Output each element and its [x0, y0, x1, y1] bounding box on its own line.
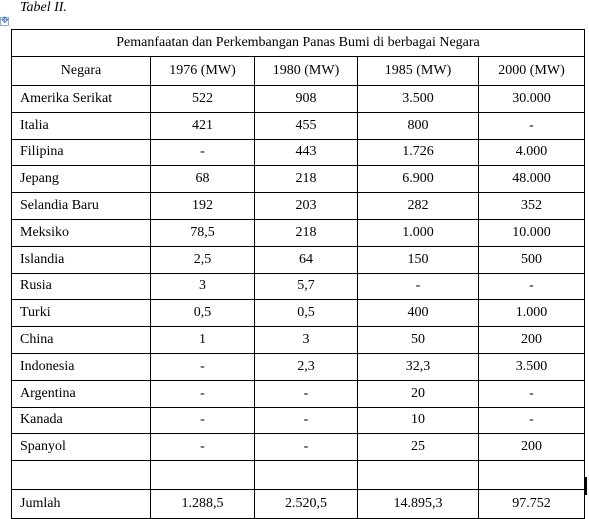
move-arrows-icon[interactable]: ✥	[1, 16, 9, 26]
empty-cell	[12, 461, 151, 490]
value-cell: 50	[358, 327, 479, 354]
value-cell: 5,7	[255, 273, 358, 300]
value-cell: -	[151, 380, 255, 407]
value-cell: 3	[151, 273, 255, 300]
table-row	[12, 246, 585, 273]
value-cell: -	[479, 407, 585, 434]
value-cell: 30.000	[479, 86, 585, 113]
empty-cell	[358, 461, 479, 490]
value-cell: 203	[255, 193, 358, 220]
country-cell: Italia	[12, 112, 151, 139]
value-cell: 192	[151, 193, 255, 220]
value-cell: 218	[255, 219, 358, 246]
text-cursor	[585, 477, 587, 495]
spacer-row	[12, 461, 585, 490]
empty-cell	[151, 461, 255, 490]
table-row	[12, 166, 585, 193]
table-row	[12, 193, 585, 220]
value-cell: 0,5	[255, 300, 358, 327]
country-cell: Rusia	[12, 273, 151, 300]
column-header: 1985 (MW)	[358, 57, 479, 86]
value-cell: 200	[479, 434, 585, 461]
total-label: Jumlah	[12, 490, 151, 519]
value-cell: 78,5	[151, 219, 255, 246]
value-cell: 2,5	[151, 246, 255, 273]
table-row	[12, 273, 585, 300]
value-cell: 522	[151, 86, 255, 113]
table-title: Pemanfaatan dan Perkembangan Panas Bumi di berbagai Negara	[12, 30, 585, 57]
table-row	[12, 434, 585, 461]
country-cell: Turki	[12, 300, 151, 327]
value-cell: 352	[479, 193, 585, 220]
value-cell: 20	[358, 380, 479, 407]
value-cell: 218	[255, 166, 358, 193]
value-cell: 25	[358, 434, 479, 461]
country-cell: Meksiko	[12, 219, 151, 246]
value-cell: 443	[255, 139, 358, 166]
value-cell: -	[255, 407, 358, 434]
empty-cell	[479, 461, 585, 490]
geothermal-table	[11, 29, 585, 519]
value-cell: -	[479, 380, 585, 407]
value-cell: -	[479, 273, 585, 300]
country-cell: Jepang	[12, 166, 151, 193]
country-cell: Selandia Baru	[12, 193, 151, 220]
value-cell: 2,3	[255, 353, 358, 380]
value-cell: 0,5	[151, 300, 255, 327]
value-cell: 150	[358, 246, 479, 273]
value-cell: 400	[358, 300, 479, 327]
value-cell: 800	[358, 112, 479, 139]
country-cell: Spanyol	[12, 434, 151, 461]
table-row	[12, 327, 585, 354]
total-row	[12, 490, 585, 519]
value-cell: 200	[479, 327, 585, 354]
header-row	[12, 57, 585, 86]
total-value: 1.288,5	[151, 490, 255, 519]
value-cell: 421	[151, 112, 255, 139]
table-caption: Tabel II.	[20, 0, 67, 15]
value-cell: -	[255, 380, 358, 407]
country-cell: Argentina	[12, 380, 151, 407]
value-cell: -	[151, 139, 255, 166]
value-cell: 282	[358, 193, 479, 220]
value-cell: -	[151, 353, 255, 380]
value-cell: 10.000	[479, 219, 585, 246]
value-cell: 1.000	[358, 219, 479, 246]
column-header: 1976 (MW)	[151, 57, 255, 86]
value-cell: 64	[255, 246, 358, 273]
table-row	[12, 139, 585, 166]
table-row	[12, 353, 585, 380]
table-row	[12, 300, 585, 327]
country-cell: Filipina	[12, 139, 151, 166]
value-cell: 1.726	[358, 139, 479, 166]
value-cell: 3.500	[479, 353, 585, 380]
table-row	[12, 86, 585, 113]
country-cell: China	[12, 327, 151, 354]
value-cell: 1.000	[479, 300, 585, 327]
value-cell: 6.900	[358, 166, 479, 193]
table-row	[12, 112, 585, 139]
total-value: 2.520,5	[255, 490, 358, 519]
value-cell: 908	[255, 86, 358, 113]
value-cell: 32,3	[358, 353, 479, 380]
value-cell: 455	[255, 112, 358, 139]
value-cell: -	[151, 434, 255, 461]
value-cell: -	[479, 112, 585, 139]
table-row	[12, 407, 585, 434]
country-cell: Indonesia	[12, 353, 151, 380]
total-value: 97.752	[479, 490, 585, 519]
table-row	[12, 380, 585, 407]
table-row	[12, 219, 585, 246]
country-cell: Amerika Serikat	[12, 86, 151, 113]
column-header: 2000 (MW)	[479, 57, 585, 86]
value-cell: -	[358, 273, 479, 300]
value-cell: 68	[151, 166, 255, 193]
value-cell: 500	[479, 246, 585, 273]
value-cell: 4.000	[479, 139, 585, 166]
column-header: 1980 (MW)	[255, 57, 358, 86]
value-cell: 10	[358, 407, 479, 434]
value-cell: 3	[255, 327, 358, 354]
value-cell: -	[255, 434, 358, 461]
empty-cell	[255, 461, 358, 490]
value-cell: 3.500	[358, 86, 479, 113]
total-value: 14.895,3	[358, 490, 479, 519]
column-header: Negara	[12, 57, 151, 86]
value-cell: 48.000	[479, 166, 585, 193]
value-cell: -	[151, 407, 255, 434]
country-cell: Islandia	[12, 246, 151, 273]
country-cell: Kanada	[12, 407, 151, 434]
value-cell: 1	[151, 327, 255, 354]
